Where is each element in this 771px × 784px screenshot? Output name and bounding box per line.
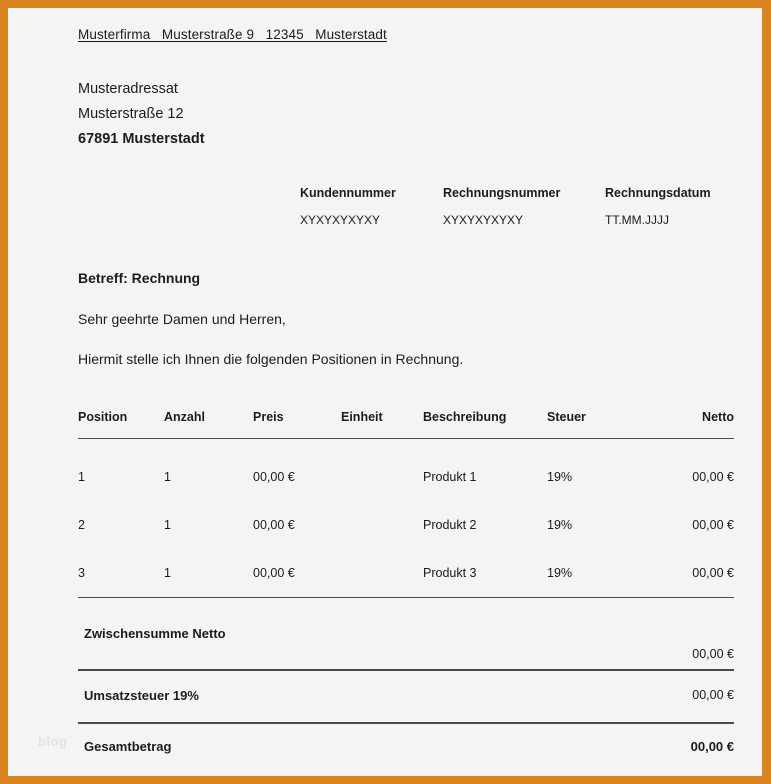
cell-netto: 00,00 €	[692, 566, 734, 580]
cell-einheit	[341, 501, 423, 549]
meta-customer-number	[300, 186, 396, 227]
intro-paragraph: Hiermit stelle ich Ihnen die folgenden Positionen in Rechnung.	[78, 351, 464, 367]
meta-invoice-number	[443, 186, 560, 227]
cell-beschreibung: Produkt 3	[423, 566, 477, 580]
column-header-einheit: Einheit	[341, 410, 383, 424]
totals-row-subtotal	[78, 608, 734, 671]
invoice-content	[72, 8, 762, 776]
column-header-position: Position	[78, 410, 128, 424]
meta-invoice-date-value: TT.MM.JJJJ	[605, 213, 669, 227]
cell-preis: 00,00 €	[253, 518, 295, 532]
cell-steuer: 19%	[547, 566, 573, 580]
table-header-row	[78, 410, 734, 439]
line-items-table	[78, 410, 734, 598]
cell-steuer: 19%	[547, 518, 573, 532]
subject-line: Betreff: Rechnung	[78, 270, 201, 286]
meta-invoice-date	[605, 186, 711, 227]
cell-position: 2	[78, 518, 85, 532]
table-row	[78, 439, 734, 502]
grand-total-label: Gesamtbetrag	[84, 739, 172, 754]
tax-value: 00,00 €	[692, 688, 734, 702]
meta-customer-number-value: XYXYXYXYXY	[300, 213, 381, 227]
cell-position: 1	[78, 470, 85, 484]
recipient-name: Musteradressat	[78, 81, 178, 97]
subtotal-label: Zwischensumme Netto	[84, 626, 226, 641]
invoice-meta-row	[72, 186, 762, 236]
watermark: blog	[38, 734, 68, 749]
column-header-steuer: Steuer	[547, 410, 586, 424]
salutation-line: Sehr geehrte Damen und Herren,	[78, 311, 286, 327]
cell-einheit	[341, 549, 423, 598]
cell-anzahl: 1	[164, 470, 171, 484]
column-header-beschreibung: Beschreibung	[423, 410, 507, 424]
recipient-street: Musterstraße 12	[78, 106, 184, 122]
meta-invoice-date-label: Rechnungsdatum	[605, 186, 711, 200]
recipient-address-block	[78, 77, 205, 152]
meta-invoice-number-value: XYXYXYXYXY	[443, 213, 524, 227]
recipient-city: 67891 Musterstadt	[78, 131, 205, 147]
column-header-netto: Netto	[702, 410, 734, 424]
cell-anzahl: 1	[164, 518, 171, 532]
meta-invoice-number-label: Rechnungsnummer	[443, 186, 561, 200]
invoice-sheet	[8, 8, 762, 776]
cell-anzahl: 1	[164, 566, 171, 580]
cell-einheit	[341, 439, 423, 502]
cell-netto: 00,00 €	[692, 518, 734, 532]
cell-position: 3	[78, 566, 85, 580]
column-header-anzahl: Anzahl	[164, 410, 205, 424]
cell-preis: 00,00 €	[253, 470, 295, 484]
subtotal-value: 00,00 €	[692, 647, 734, 661]
cell-netto: 00,00 €	[692, 470, 734, 484]
table-row	[78, 501, 734, 549]
column-header-preis: Preis	[253, 410, 284, 424]
meta-customer-number-label: Kundennummer	[300, 186, 396, 200]
cell-steuer: 19%	[547, 470, 573, 484]
cell-beschreibung: Produkt 1	[423, 470, 477, 484]
table-row	[78, 549, 734, 598]
totals-row-tax	[78, 671, 734, 724]
sender-address-line: Musterfirma Musterstraße 9 12345 Musterstadt	[78, 27, 387, 42]
totals-section	[78, 608, 734, 768]
cell-preis: 00,00 €	[253, 566, 295, 580]
grand-total-value: 00,00 €	[690, 739, 734, 754]
tax-label: Umsatzsteuer 19%	[84, 688, 199, 703]
cell-beschreibung: Produkt 2	[423, 518, 477, 532]
totals-row-grand-total	[78, 724, 734, 768]
